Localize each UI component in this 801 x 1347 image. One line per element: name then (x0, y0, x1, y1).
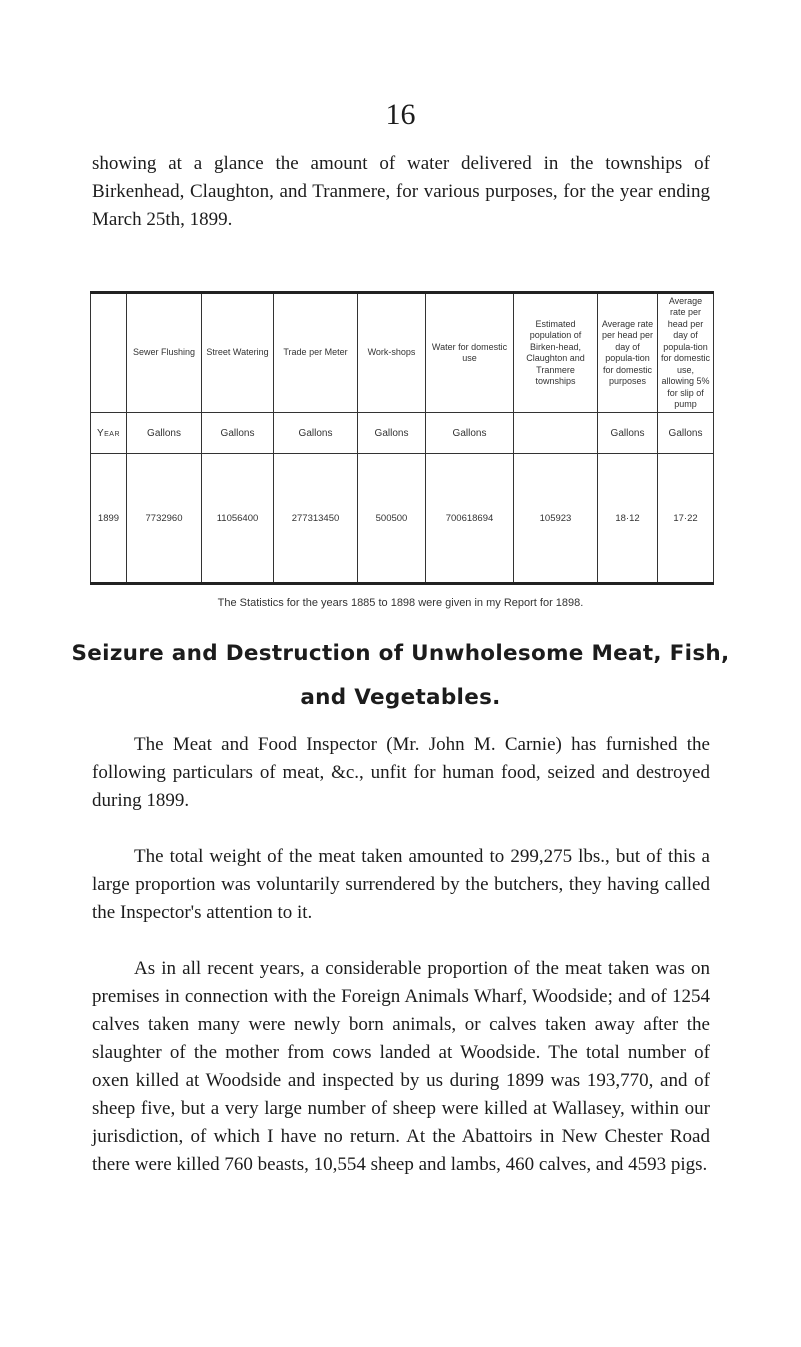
unit-cell: Gallons (658, 413, 714, 454)
header-cell-workshops: Work-shops (358, 293, 426, 413)
header-cell-average-rate: Average rate per head per day of popula-tion for domestic purposes (598, 293, 658, 413)
data-cell-sewer-flushing: 7732960 (127, 454, 202, 584)
data-cell-trade-per-meter: 277313450 (274, 454, 358, 584)
unit-cell: Gallons (127, 413, 202, 454)
data-cell-year: 1899 (91, 454, 127, 584)
page-number: 16 (385, 98, 416, 131)
header-cell-year (91, 293, 127, 413)
unit-cell: Gallons (426, 413, 514, 454)
header-cell-street-watering: Street Watering (202, 293, 274, 413)
paragraph-inspector (92, 731, 710, 815)
unit-cell-year: Year (91, 413, 127, 454)
data-cell-average-rate: 18·12 (598, 454, 658, 584)
data-cell-average-rate-allowing-slip: 17·22 (658, 454, 714, 584)
intro-text (92, 150, 710, 234)
header-cell-domestic-use: Water for domestic use (426, 293, 514, 413)
header-cell-trade-per-meter: Trade per Meter (274, 293, 358, 413)
paragraph-text: The total weight of the meat taken amounted to 299,275 lbs., but of this a large proportion was voluntarily surrendered by the butchers, they having called the Inspector's attention to it. (92, 846, 710, 923)
data-cell-workshops: 500500 (358, 454, 426, 584)
data-cell-domestic-use: 700618694 (426, 454, 514, 584)
header-cell-sewer-flushing: Sewer Flushing (127, 293, 202, 413)
section-heading-line-2: and Vegetables. (300, 685, 501, 710)
unit-cell (514, 413, 598, 454)
unit-cell: Gallons (598, 413, 658, 454)
table-row (91, 454, 714, 584)
table-footnote: The Statistics for the years 1885 to 1898 were given in my Report for 1898. (217, 597, 584, 609)
header-cell-average-rate-allowing-slip: Average rate per head per day of popula-tion for domestic use, allowing 5% for slip of pump (658, 293, 714, 413)
paragraph-text: The Meat and Food Inspector (Mr. John M. Carnie) has furnished the following particulars of meat, &c., unfit for human food, seized and destroyed during 1899. (92, 734, 710, 811)
unit-cell: Gallons (274, 413, 358, 454)
data-cell-estimated-population: 105923 (514, 454, 598, 584)
section-heading (60, 632, 741, 720)
header-cell-estimated-population: Estimated population of Birken-head, Claughton and Tranmere townships (514, 293, 598, 413)
intro-text-body: showing at a glance the amount of water delivered in the townships of Birkenhead, Claughton, and Tranmere, for various purposes, for the year ending March 25th, 1899. (92, 153, 710, 230)
table-units-row (91, 413, 714, 454)
water-statistics-table (90, 291, 714, 585)
paragraph-foreign-animals (92, 955, 710, 1179)
section-heading-line-1: Seizure and Destruction of Unwholesome Meat, Fish, (71, 641, 730, 666)
paragraph-text: As in all recent years, a considerable proportion of the meat taken was on premises in connection with the Foreign Animals Wharf, Woodside; and of 1254 calves taken many were newly born animals, or calves taken away after the slaughter of the mother from cows landed at Woodside. The total number of oxen killed at Woodside and inspected by us during 1899 was 193,770, and of sheep five, but a very large number of sheep were killed at Wallasey, within our jurisdiction, of which I have no return. At the Abattoirs in New Chester Road there were killed 760 beasts, 10,554 sheep and lambs, 460 calves, and 4593 pigs. (92, 958, 710, 1175)
paragraph-total-weight (92, 843, 710, 927)
table-header-row (91, 293, 714, 413)
data-cell-street-watering: 11056400 (202, 454, 274, 584)
unit-cell: Gallons (358, 413, 426, 454)
unit-cell: Gallons (202, 413, 274, 454)
